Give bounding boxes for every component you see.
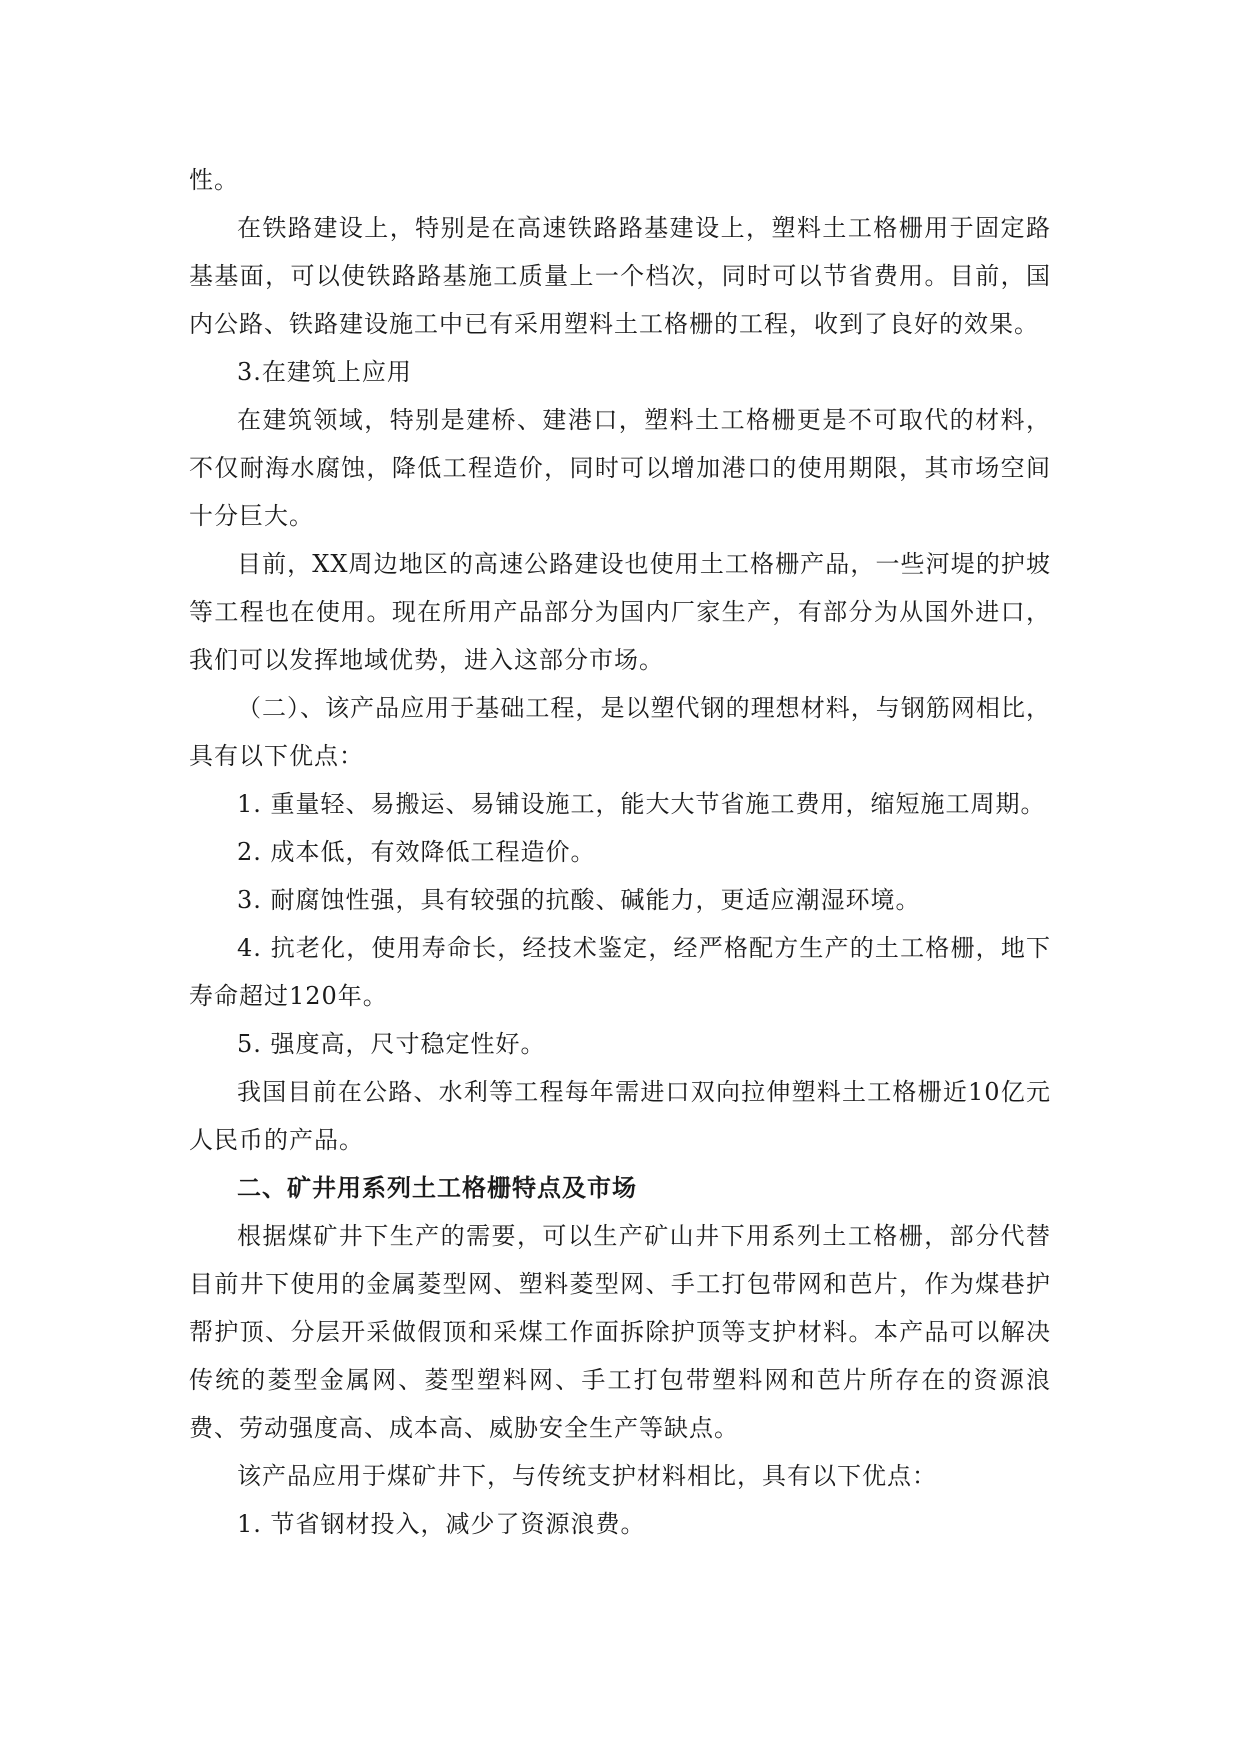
paragraph-railway: 在铁路建设上，特别是在高速铁路路基建设上，塑料土工格栅用于固定路基基面，可以使铁路路基施工质量上一个档次，同时可以节省费用。目前，国内公路、铁路建设施工中已有采用塑料土工格栅的工程，收到了良好的效果。 <box>189 214 1051 338</box>
list-item-4: 4. 抗老化，使用寿命长，经技术鉴定，经严格配方生产的土工格栅，地下寿命超过120年。 <box>189 934 1051 1010</box>
list-item-1: 1. 重量轻、易搬运、易铺设施工，能大大节省施工费用，缩短施工周期。 <box>237 790 1046 818</box>
paragraph-local-market: 目前，XX周边地区的高速公路建设也使用土工格栅产品，一些河堤的护坡等工程也在使用。现在所用产品部分为国内厂家生产，有部分为从国外进口，我们可以发挥地域优势，进入这部分市场。 <box>189 550 1051 674</box>
document-body <box>189 156 1051 1548</box>
section-heading-mining: 二、矿井用系列土工格栅特点及市场 <box>237 1173 637 1202</box>
list-item-5: 5. 强度高，尺寸稳定性好。 <box>237 1030 546 1058</box>
list-item-2: 2. 成本低，有效降低工程造价。 <box>237 838 596 866</box>
paragraph-mining-description: 根据煤矿井下生产的需要，可以生产矿山井下用系列土工格栅，部分代替目前井下使用的金属菱型网、塑料菱型网、手工打包带网和芭片，作为煤巷护帮护顶、分层开采做假顶和采煤工作面拆除护顶等支护材料。本产品可以解决传统的菱型金属网、菱型塑料网、手工打包带塑料网和芭片所存在的资源浪费、劳动强度高、成本高、威胁安全生产等缺点。 <box>189 1222 1051 1442</box>
paragraph-mining-advantages-intro: 该产品应用于煤矿井下，与传统支护材料相比，具有以下优点： <box>237 1462 937 1490</box>
mining-list-item-1: 1. 节省钢材投入，减少了资源浪费。 <box>237 1510 646 1538</box>
paragraph-advantages-intro: （二）、该产品应用于基础工程，是以塑代钢的理想材料，与钢筋网相比，具有以下优点： <box>189 694 1051 770</box>
subheading-construction: 3.在建筑上应用 <box>237 358 412 386</box>
paragraph-continuation: 性。 <box>189 166 239 194</box>
list-item-3: 3. 耐腐蚀性强，具有较强的抗酸、碱能力，更适应潮湿环境。 <box>237 886 921 914</box>
paragraph-construction: 在建筑领域，特别是建桥、建港口，塑料土工格栅更是不可取代的材料，不仅耐海水腐蚀，降低工程造价，同时可以增加港口的使用期限，其市场空间十分巨大。 <box>189 406 1051 530</box>
paragraph-import-volume: 我国目前在公路、水利等工程每年需进口双向拉伸塑料土工格栅近10亿元人民币的产品。 <box>189 1078 1051 1154</box>
